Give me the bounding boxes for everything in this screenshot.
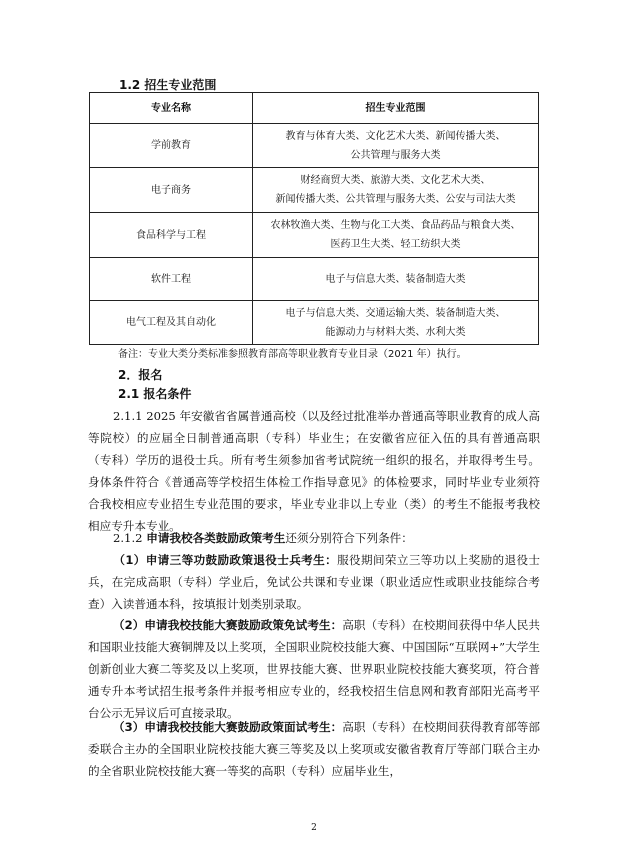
- paragraph-text: 还须分别符合下列条件：: [285, 531, 413, 545]
- range-line: 农林牧渔大类、生物与化工大类、食品药品与粮食大类、: [270, 220, 521, 231]
- range-line: 能源动力与材料大类、水利大类: [325, 326, 466, 338]
- paragraph-item-2: [88, 614, 540, 724]
- major-name-cell: 电子商务: [90, 168, 253, 213]
- paragraph-item-3: [88, 716, 540, 782]
- table-note: 备注：专业大类分类标准参照教育部高等职业教育专业目录（2021 年）执行。: [118, 349, 467, 360]
- table-row: [90, 301, 539, 345]
- paragraph-bold: 申请我校各类鼓励政策考生: [146, 531, 286, 545]
- table-header-row: [90, 93, 539, 124]
- range-cell: [253, 168, 539, 213]
- table-row: [90, 168, 539, 213]
- table-row: [90, 213, 539, 258]
- range-line: 新闻传播大类、公共管理与服务大类、公安与司法大类: [275, 194, 516, 205]
- range-line: 财经商贸大类、旅游大类、文化艺术大类、: [300, 175, 491, 186]
- major-name-cell: 电气工程及其自动化: [90, 301, 253, 345]
- paragraph-text: 高职（专科）在校期间获得教育部等部委联合主办的全国职业院校技能大赛三等奖及以上奖项或安徽省教育厅等部门联合主办的全省职业院校技能大赛一等奖的高职（专科）应届毕业生，: [88, 720, 540, 778]
- paragraph-prefix: 2.1.2: [113, 531, 147, 545]
- table-row: [90, 124, 539, 168]
- section-title: 1.2 招生专业范围: [119, 78, 217, 92]
- paragraph-text: 服役期间荣立三等功以上奖励的退役士兵，在完成高职（专科）学业后，免试公共课和专业课（职业适应性或职业技能综合考查）入读普通本科，按填报计划类别录取。: [88, 553, 540, 611]
- major-name-cell: 食品科学与工程: [90, 213, 253, 258]
- major-range-table: [89, 92, 539, 345]
- page-number: 2: [311, 823, 317, 833]
- table-row: [90, 258, 539, 301]
- paragraph-text: 2.1.1 2025 年安徽省省属普通高校（以及经过批准举办普通高等职业教育的成人高等院校）的应届全日制普通高职（专科）毕业生；在安徽省应征入伍的具有普通高职（专科）学历的退役士兵。所有考生须参加省考试院统一组织的报名，并取得考生号。身体条件符合《普通高等学校招生体检工作指导意见》的体检要求，同时毕业专业须符合我校相应专业招生专业范围的要求，毕业专业非以上专业（类）的考生不能报考我校相应专升本专业。: [88, 409, 540, 533]
- range-line: 电子与信息大类、装备制造大类: [325, 273, 466, 285]
- header-range: 招生专业范围: [253, 93, 539, 124]
- paragraph-2-1-1: [88, 405, 540, 537]
- range-line: 教育与体育大类、文化艺术大类、新闻传播大类、: [285, 130, 506, 142]
- major-name-cell: 软件工程: [90, 258, 253, 301]
- range-line: 公共管理与服务大类: [350, 149, 441, 161]
- paragraph-bold: （1）申请三等功鼓励政策退役士兵考生：: [113, 553, 338, 567]
- header-major-name: 专业名称: [90, 93, 253, 124]
- paragraph-bold: （2）申请我校技能大赛鼓励政策免试考生：: [113, 618, 343, 632]
- range-line: 电子与信息大类、交通运输大类、装备制造大类、: [285, 307, 506, 319]
- paragraph-item-1: [88, 549, 540, 615]
- range-cell: [253, 301, 539, 345]
- heading-registration: 2．报名: [118, 368, 163, 382]
- paragraph-text: 高职（专科）在校期间获得中华人民共和国职业技能大赛铜牌及以上奖项，全国职业院校技能大赛、中国国际“互联网+”大学生创新创业大赛二等奖及以上奖项，世界技能大赛、世界职业院校技能大赛奖项，符合普通专升本考试招生报考条件并报考相应专业的，经我校招生信息网和教育部阳光高考平台公示无异议后可直接录取。: [88, 618, 540, 720]
- range-cell: [253, 213, 539, 258]
- paragraph-bold: （3）申请我校技能大赛鼓励政策面试考生：: [113, 720, 343, 734]
- range-line: 医药卫生大类、轻工纺织大类: [330, 239, 461, 250]
- major-name-cell: 学前教育: [90, 124, 253, 168]
- range-cell: [253, 258, 539, 301]
- range-cell: [253, 124, 539, 168]
- paragraph-2-1-2: [88, 527, 540, 549]
- heading-conditions: 2.1 报名条件: [118, 387, 192, 401]
